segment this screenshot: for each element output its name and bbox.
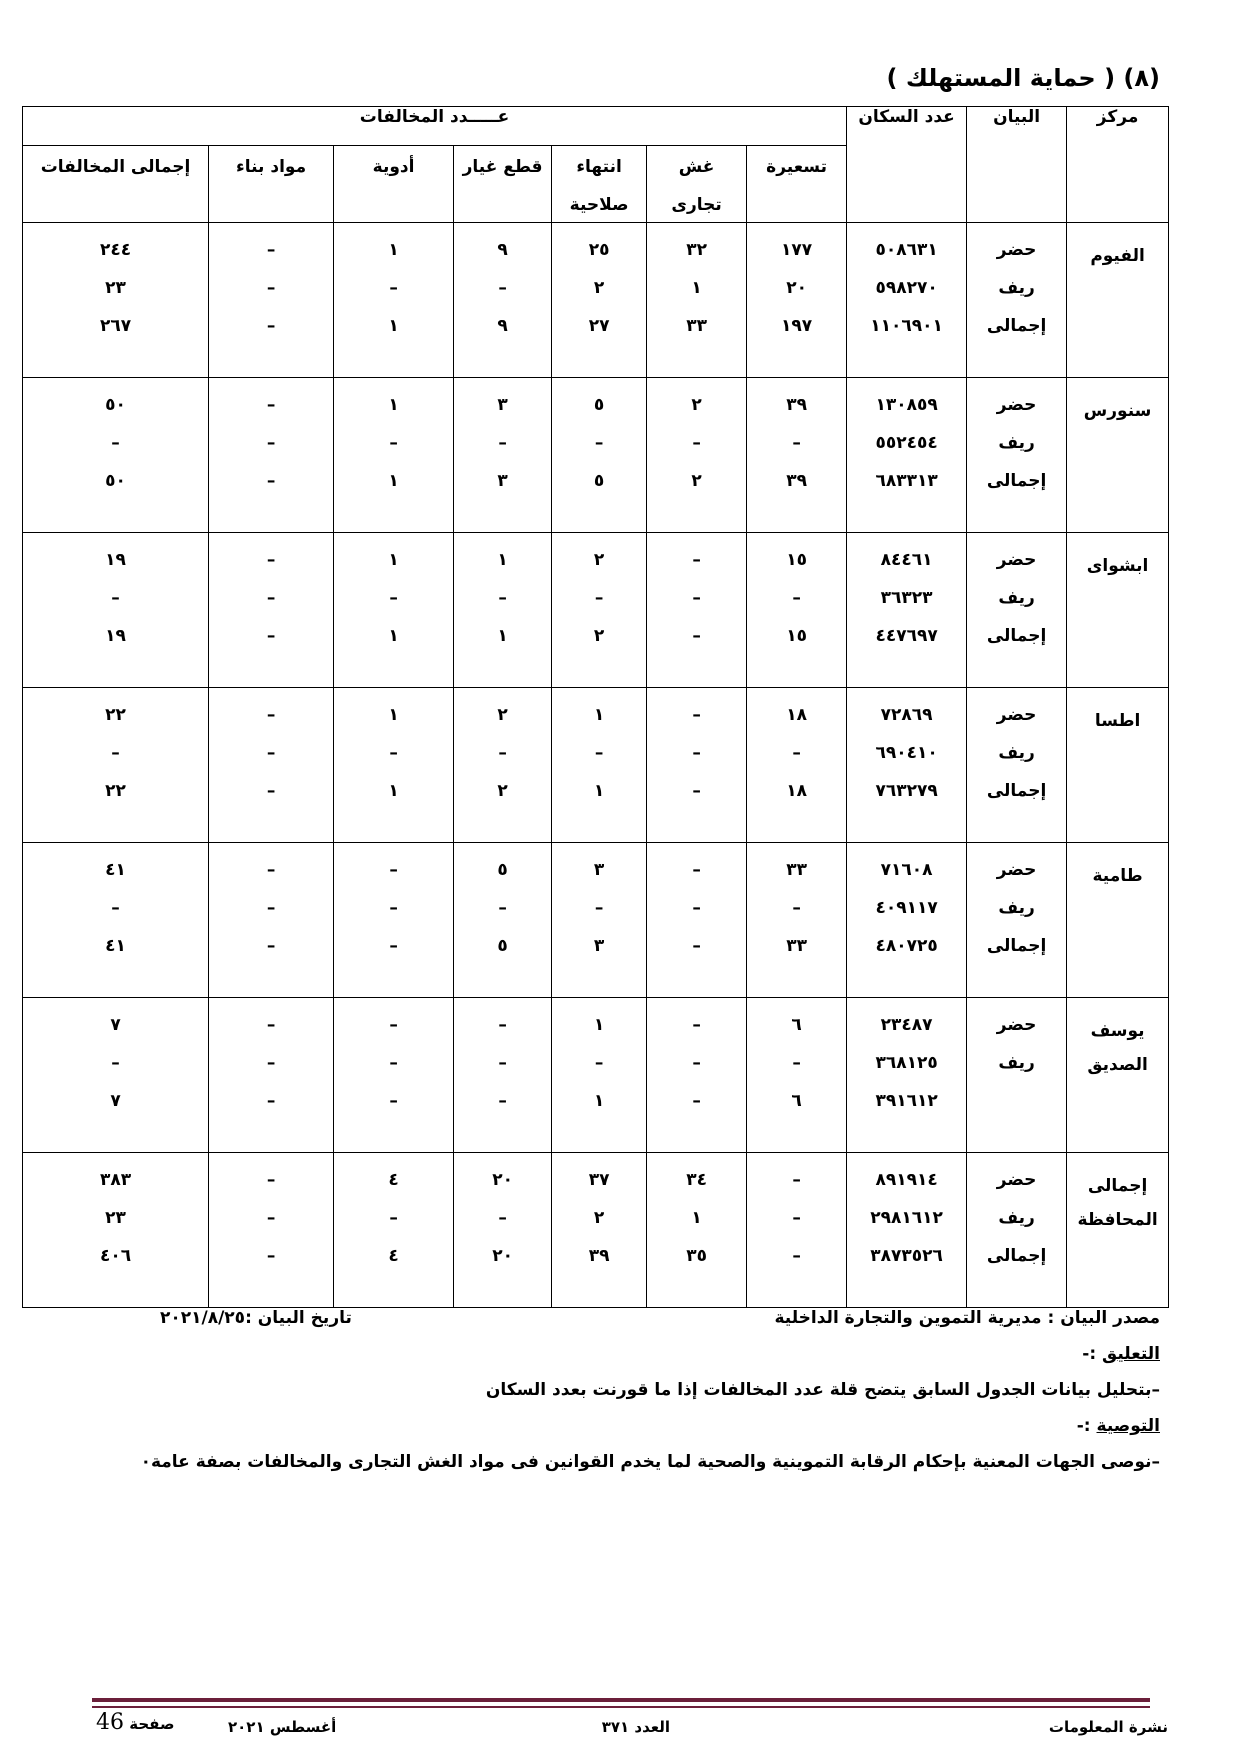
comment-text: –بتحليل بيانات الجدول السابق يتضح قلة عدد المخالفات إذا ما قورنت بعدد السكان xyxy=(485,1380,1160,1400)
page-title: (٨) ( حماية المستهلك ) xyxy=(886,64,1160,92)
statement-cell: حضر ريف إجمالى xyxy=(967,688,1067,843)
header-spare-parts: قطع غيار xyxy=(454,146,552,223)
building-materials-cell: – – – xyxy=(209,223,334,378)
footer-page: صفحة 46 xyxy=(96,1710,175,1735)
expiry-cell: ٢٥ ٢ ٢٧ xyxy=(552,223,647,378)
consumer-protection-table xyxy=(22,106,1169,1308)
center-name: الفيوم xyxy=(1067,223,1169,378)
table-row xyxy=(23,378,1169,533)
recommendation-heading: التوصية :- xyxy=(1076,1416,1160,1436)
total-violations-cell: ٤١ – ٤١ xyxy=(23,843,209,998)
pricing-cell: ١٧٧ ٢٠ ١٩٧ xyxy=(747,223,847,378)
total-violations-cell: ٥٠ – ٥٠ xyxy=(23,378,209,533)
comment-heading: التعليق :- xyxy=(1082,1344,1160,1364)
expiry-cell: ١ – ١ xyxy=(552,998,647,1153)
center-name: ابشواى xyxy=(1067,533,1169,688)
medicines-cell: – – – xyxy=(334,998,454,1153)
population-cell: ٨٤٤٦١ ٣٦٣٢٣ ٤٤٧٦٩٧ xyxy=(847,533,967,688)
fraud-cell: ٣٤ ١ ٣٥ xyxy=(647,1153,747,1308)
fraud-cell: – – – xyxy=(647,843,747,998)
footer-publication: نشرة المعلومات xyxy=(1048,1718,1168,1736)
center-name: طامية xyxy=(1067,843,1169,998)
spare-parts-cell: ٣ – ٣ xyxy=(454,378,552,533)
spare-parts-cell: ٩ – ٩ xyxy=(454,223,552,378)
header-center: مركز xyxy=(1067,107,1169,223)
total-violations-cell: ٧ – ٧ xyxy=(23,998,209,1153)
total-violations-cell: ١٩ – ١٩ xyxy=(23,533,209,688)
footer-rule xyxy=(92,1698,1150,1702)
data-source: مصدر البيان : مديرية التموين والتجارة الداخلية xyxy=(774,1308,1160,1328)
table-row xyxy=(23,223,1169,378)
center-name: يوسف الصديق xyxy=(1067,998,1169,1153)
recommendation-text: –نوصى الجهات المعنية بإحكام الرقابة التموينية والصحية لما يخدم القوانين فى مواد الغش التجارى والمخالفات بصفة عامة٠ xyxy=(140,1452,1160,1472)
expiry-cell: ٥ – ٥ xyxy=(552,378,647,533)
header-row-1 xyxy=(23,107,1169,146)
pricing-cell: ١٨ – ١٨ xyxy=(747,688,847,843)
statement-cell: حضر ريف إجمالى xyxy=(967,843,1067,998)
header-population: عدد السكان xyxy=(847,107,967,223)
statement-cell: حضر ريف إجمالى xyxy=(967,1153,1067,1308)
building-materials-cell: – – – xyxy=(209,688,334,843)
statement-cell: حضر ريف إجمالى xyxy=(967,533,1067,688)
footer-rule-thin xyxy=(92,1706,1150,1708)
center-name: إجمالى المحافظة xyxy=(1067,1153,1169,1308)
header-expiry: انتهاء صلاحية xyxy=(552,146,647,223)
total-violations-cell: ٢٤٤ ٢٣ ٢٦٧ xyxy=(23,223,209,378)
fraud-cell: – – – xyxy=(647,533,747,688)
header-pricing: تسعيرة xyxy=(747,146,847,223)
fraud-cell: ٢ – ٢ xyxy=(647,378,747,533)
medicines-cell: ١ – ١ xyxy=(334,223,454,378)
header-statement: البيان xyxy=(967,107,1067,223)
building-materials-cell: – – – xyxy=(209,533,334,688)
table-row xyxy=(23,1153,1169,1308)
spare-parts-cell: ٢ – ٢ xyxy=(454,688,552,843)
building-materials-cell: – – – xyxy=(209,843,334,998)
statement-cell: حضر ريف إجمالى xyxy=(967,378,1067,533)
pricing-cell: ١٥ – ١٥ xyxy=(747,533,847,688)
building-materials-cell: – – – xyxy=(209,378,334,533)
table-row xyxy=(23,688,1169,843)
building-materials-cell: – – – xyxy=(209,998,334,1153)
spare-parts-cell: ٢٠ – ٢٠ xyxy=(454,1153,552,1308)
expiry-cell: ١ – ١ xyxy=(552,688,647,843)
expiry-cell: ٢ – ٢ xyxy=(552,533,647,688)
spare-parts-cell: ٥ – ٥ xyxy=(454,843,552,998)
medicines-cell: ١ – ١ xyxy=(334,378,454,533)
statement-cell: حضر ريف إجمالى xyxy=(967,223,1067,378)
population-cell: ٥٠٨٦٣١ ٥٩٨٢٧٠ ١١٠٦٩٠١ xyxy=(847,223,967,378)
total-violations-cell: ٢٢ – ٢٢ xyxy=(23,688,209,843)
header-medicines: أدوية xyxy=(334,146,454,223)
table-row xyxy=(23,998,1169,1153)
population-cell: ٢٣٤٨٧ ٣٦٨١٢٥ ٣٩١٦١٢ xyxy=(847,998,967,1153)
population-cell: ٧١٦٠٨ ٤٠٩١١٧ ٤٨٠٧٢٥ xyxy=(847,843,967,998)
table-row xyxy=(23,843,1169,998)
header-building-materials: مواد بناء xyxy=(209,146,334,223)
header-violations-group: عـــــدد المخالفات xyxy=(23,107,847,146)
population-cell: ٧٢٨٦٩ ٦٩٠٤١٠ ٧٦٣٢٧٩ xyxy=(847,688,967,843)
medicines-cell: ١ – ١ xyxy=(334,533,454,688)
population-cell: ١٣٠٨٥٩ ٥٥٢٤٥٤ ٦٨٣٣١٣ xyxy=(847,378,967,533)
building-materials-cell: – – – xyxy=(209,1153,334,1308)
pricing-cell: ٣٣ – ٣٣ xyxy=(747,843,847,998)
fraud-cell: ٣٢ ١ ٣٣ xyxy=(647,223,747,378)
statement-cell: حضر ريف xyxy=(967,998,1067,1153)
fraud-cell: – – – xyxy=(647,688,747,843)
expiry-cell: ٣ – ٣ xyxy=(552,843,647,998)
medicines-cell: – – – xyxy=(334,843,454,998)
center-name: اطسا xyxy=(1067,688,1169,843)
medicines-cell: ٤ – ٤ xyxy=(334,1153,454,1308)
footer-month: أغسطس ٢٠٢١ xyxy=(228,1718,337,1736)
footer-issue: العدد ٣٧١ xyxy=(601,1718,670,1736)
pricing-cell: ٦ – ٦ xyxy=(747,998,847,1153)
page-number: 46 xyxy=(96,1710,124,1735)
spare-parts-cell: ١ – ١ xyxy=(454,533,552,688)
medicines-cell: ١ – ١ xyxy=(334,688,454,843)
fraud-cell: – – – xyxy=(647,998,747,1153)
table-row xyxy=(23,533,1169,688)
header-total-violations: إجمالى المخالفات xyxy=(23,146,209,223)
pricing-cell: – – – xyxy=(747,1153,847,1308)
spare-parts-cell: – – – xyxy=(454,998,552,1153)
center-name: سنورس xyxy=(1067,378,1169,533)
pricing-cell: ٣٩ – ٣٩ xyxy=(747,378,847,533)
expiry-cell: ٣٧ ٢ ٣٩ xyxy=(552,1153,647,1308)
population-cell: ٨٩١٩١٤ ٢٩٨١٦١٢ ٣٨٧٣٥٢٦ xyxy=(847,1153,967,1308)
data-date: تاريخ البيان :٢٠٢١/٨/٢٥ xyxy=(160,1308,352,1328)
total-violations-cell: ٣٨٣ ٢٣ ٤٠٦ xyxy=(23,1153,209,1308)
header-fraud: غش تجارى xyxy=(647,146,747,223)
